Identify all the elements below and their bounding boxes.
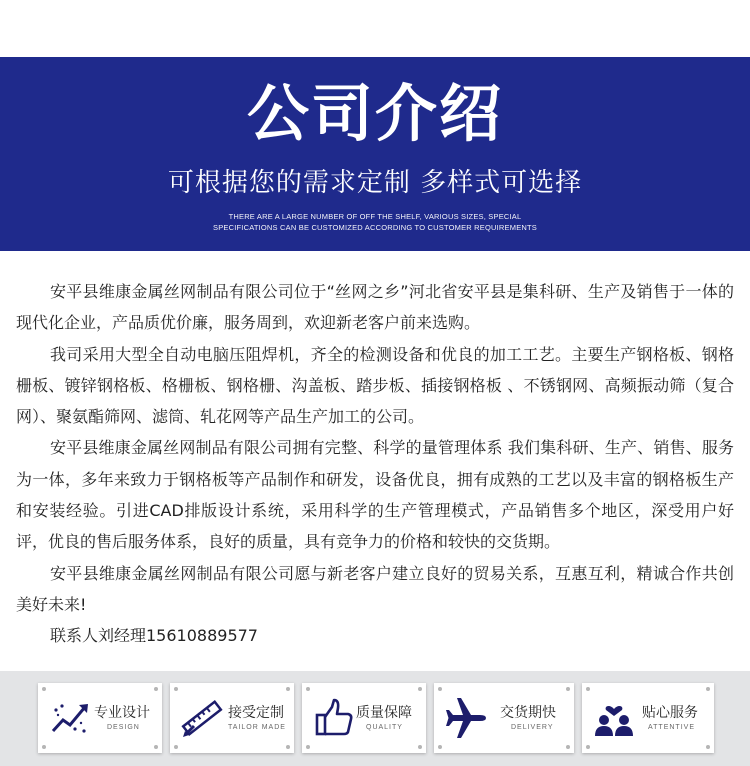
banner-english-line-1: THERE ARE A LARGE NUMBER OF OFF THE SHELF, VARIOUS SIZES, SPECIAL <box>228 212 522 221</box>
feature-card-tailor-made <box>170 683 294 753</box>
banner-english-line-2: SPECIFICATIONS CAN BE CUSTOMIZED ACCORDING TO CUSTOMER REQUIREMENTS <box>213 223 537 232</box>
feature-label: 专业设计 <box>94 705 150 721</box>
feature-sub-label: DESIGN <box>107 724 140 731</box>
banner-english-caption <box>0 211 750 233</box>
intro-paragraph-4: 安平县维康金属丝网制品有限公司愿与新老客户建立良好的贸易关系，互惠互利，精诚合作共创美好未来! <box>16 563 734 614</box>
design-icon <box>48 696 92 740</box>
feature-card-design <box>38 683 162 753</box>
feature-label: 接受定制 <box>228 705 284 721</box>
contact-line: 联系人刘经理15610889577 <box>50 626 258 646</box>
feature-label: 交货期快 <box>500 705 556 721</box>
company-intro <box>16 276 734 652</box>
thumbs-up-icon <box>312 696 356 740</box>
feature-label: 贴心服务 <box>642 705 698 721</box>
feature-label: 质量保障 <box>356 705 412 721</box>
feature-sub-label: QUALITY <box>366 724 403 731</box>
service-people-icon <box>592 696 636 740</box>
feature-card-delivery <box>434 683 574 753</box>
feature-sub-label: TAILOR MADE <box>228 724 286 731</box>
intro-paragraph-3: 安平县维康金属丝网制品有限公司拥有完整、科学的量管理体系 我们集科研、生产、销售、服务为一体，多年来致力于钢格板等产品制作和研发，设备优良，拥有成熟的工艺以及丰富的钢格板生产和安装经验。引进CAD排版设计系统，采用科学的生产管理模式，产品销售多个地区，深受用户好评，优良的售后服务体系，良好的质量，具有竞争力的价格和较快的交货期。 <box>16 438 734 552</box>
header-banner <box>0 57 750 251</box>
banner-subtitle: 可根据您的需求定制 多样式可选择 <box>167 168 583 198</box>
intro-paragraph-2: 我司采用大型全自动电脑压阻焊机，齐全的检测设备和优良的加工工艺。主要生产钢格板、钢格栅板、镀锌钢格板、格栅板、钢格栅、沟盖板、踏步板、插接钢格板 、不锈钢网、高频振动筛（复合网）、聚氨酯筛网、滤筒、轧花网等产品生产加工的公司。 <box>16 344 734 427</box>
intro-paragraph-1: 安平县维康金属丝网制品有限公司位于“丝网之乡”河北省安平县是集科研、生产及销售于一体的现代化企业，产品质优价廉，服务周到，欢迎新老客户前来选购。 <box>16 282 734 333</box>
feature-sub-label: ATTENTIVE <box>648 724 695 731</box>
feature-card-quality <box>302 683 426 753</box>
feature-sub-label: DELIVERY <box>511 724 554 731</box>
airplane-icon <box>444 696 488 740</box>
page-title: 公司介绍 <box>246 77 503 150</box>
feature-card-attentive-service <box>582 683 714 753</box>
ruler-pencil-icon <box>180 696 224 740</box>
